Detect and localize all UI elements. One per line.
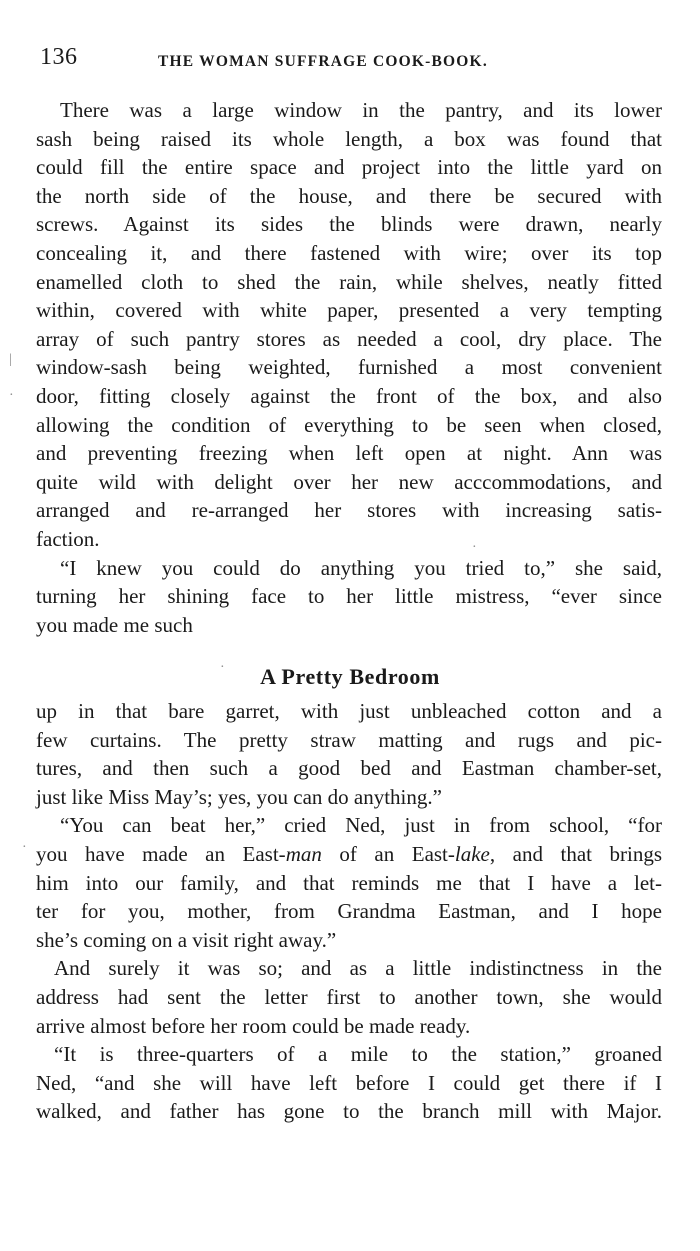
text-line: sash being raised its whole length, a box was found that xyxy=(36,126,662,151)
text-line: Ned, “and she will have left before I could get there if I xyxy=(36,1070,662,1095)
running-head: THE WOMAN SUFFRAGE COOK-BOOK. xyxy=(158,53,488,70)
print-speck: · xyxy=(220,660,225,675)
paragraph-station xyxy=(36,1040,662,1126)
margin-mark: · xyxy=(9,388,14,403)
text-fragment: , and that brings xyxy=(489,841,663,866)
page-number: 136 xyxy=(40,44,78,70)
text-line: “You can beat her,” cried Ned, just in from school, “for xyxy=(60,813,662,838)
text-line: concealing it, and there fastened with wire; over its top xyxy=(36,240,662,265)
text-line: faction. xyxy=(36,526,100,551)
paragraph-ned-speaks xyxy=(36,811,662,954)
text-line: And surely it was so; and as a little indistinctness in the xyxy=(54,956,662,981)
text-line: quite wild with delight over her new acccommodations, and xyxy=(36,469,662,494)
margin-mark: | xyxy=(9,352,12,367)
text-line: door, fitting closely against the front of the box, and also xyxy=(36,383,662,408)
text-line: enamelled cloth to shed the rain, while shelves, neatly fitted xyxy=(36,269,662,294)
text-line: There was a large window in the pantry, and its lower xyxy=(60,98,662,122)
italic-word: man xyxy=(285,841,322,866)
text-line: just like Miss May’s; yes, you can do anything.” xyxy=(36,784,442,809)
text-line: ter for you, mother, from Grandma Eastman, and I hope xyxy=(36,899,662,924)
text-block-after-heading xyxy=(36,697,662,1126)
text-line: “I knew you could do anything you tried to,” she said, xyxy=(60,555,662,580)
italic-word: lake xyxy=(454,841,490,866)
text-fragment: of an East- xyxy=(321,841,455,866)
text-line: arranged and re-arranged her stores with increasing satis- xyxy=(36,498,662,523)
text-line: and preventing freezing when left open at night. Ann was xyxy=(36,441,662,466)
text-line: few curtains. The pretty straw matting and rugs and pic- xyxy=(36,727,662,752)
margin-mark: · xyxy=(22,840,27,855)
text-line: tures, and then such a good bed and Eastman chamber-set, xyxy=(36,756,662,781)
text-line: arrive almost before her room could be made ready. xyxy=(36,1013,471,1038)
text-line: up in that bare garret, with just unbleached cotton and a xyxy=(36,699,662,723)
text-line: array of such pantry stores as needed a cool, dry place. The xyxy=(36,326,662,351)
text-line: could fill the entire space and project into the little yard on xyxy=(36,155,662,180)
text-line: him into our family, and that reminds me that I have a let- xyxy=(36,870,662,895)
print-speck: · xyxy=(472,540,477,555)
text-fragment: you have made an East- xyxy=(36,841,286,866)
paragraph-letter xyxy=(36,954,662,1040)
text-line: she’s coming on a visit right away.” xyxy=(36,927,337,952)
text-block-before-heading xyxy=(36,96,662,639)
text-line: screws. Against its sides the blinds were drawn, nearly xyxy=(36,212,662,237)
text-line: the north side of the house, and there be secured with xyxy=(36,183,662,208)
paragraph-garret xyxy=(36,697,662,811)
text-line: you made me such xyxy=(36,612,193,637)
text-line-with-italics xyxy=(36,840,662,869)
text-line: address had sent the letter first to another town, she would xyxy=(36,984,662,1009)
text-line: walked, and father has gone to the branch mill with Major. xyxy=(36,1099,662,1124)
text-line: turning her shining face to her little mistress, “ever since xyxy=(36,584,662,609)
paragraph-ann-speaks xyxy=(36,554,662,640)
text-line: within, covered with white paper, presented a very tempting xyxy=(36,298,662,323)
text-line: “It is three-quarters of a mile to the station,” groaned xyxy=(54,1042,662,1067)
page-header xyxy=(40,44,660,78)
text-line: window-sash being weighted, furnished a most convenient xyxy=(36,355,662,380)
section-heading: A Pretty Bedroom xyxy=(260,664,440,689)
paragraph-pantry xyxy=(36,96,662,554)
text-line: allowing the condition of everything to be seen when closed, xyxy=(36,412,662,437)
